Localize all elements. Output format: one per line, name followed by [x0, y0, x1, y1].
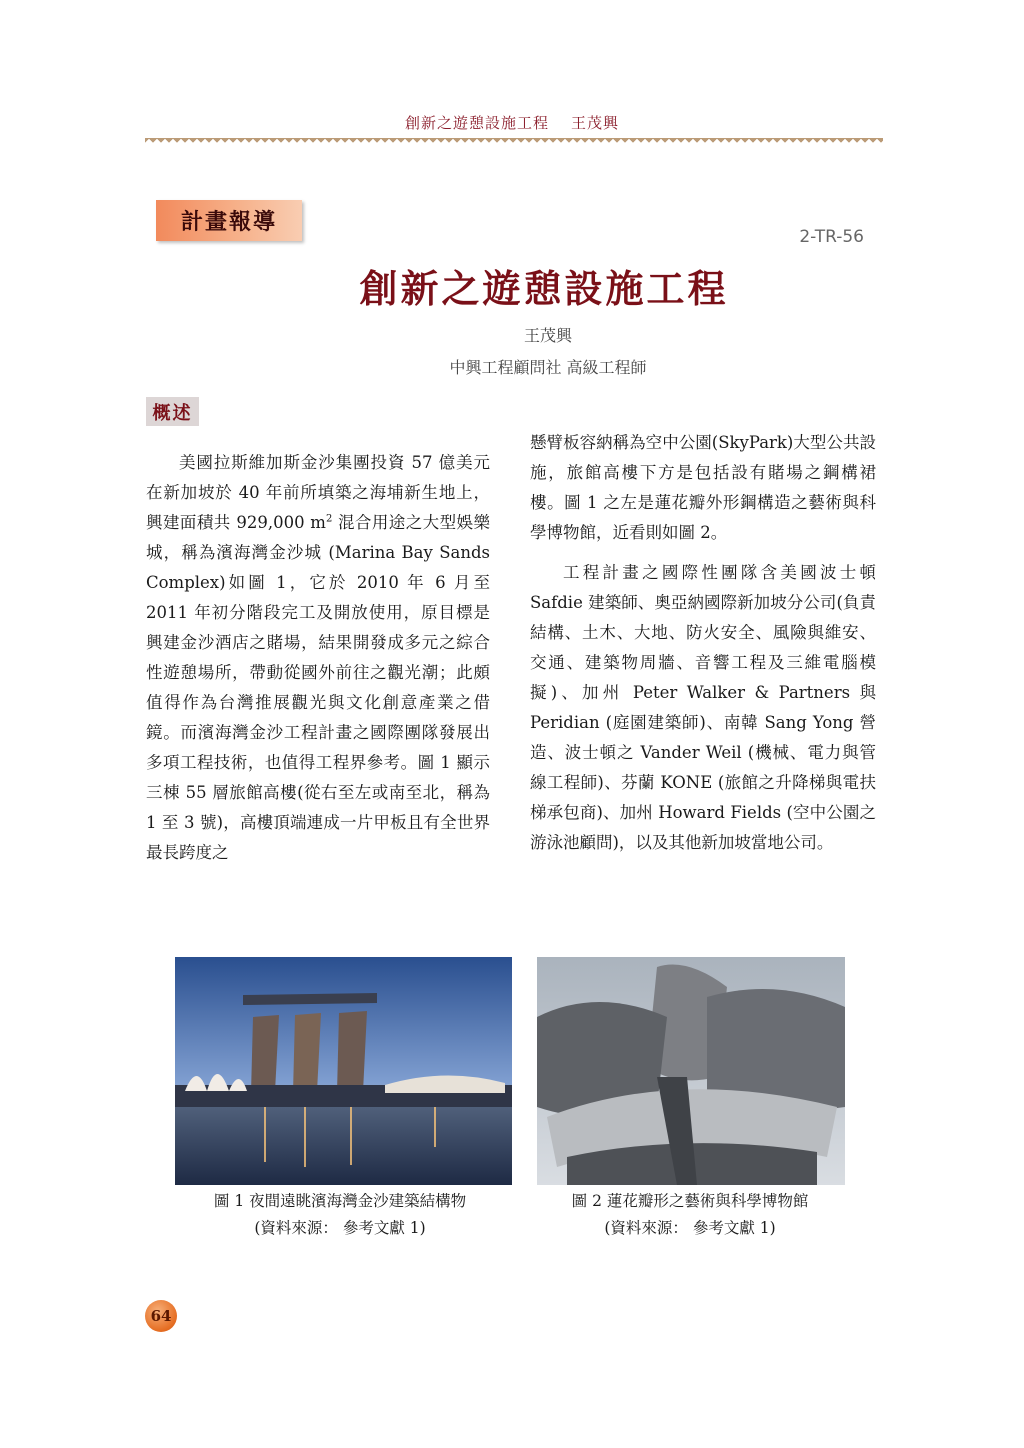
running-author: 王茂興 [571, 114, 620, 132]
caption-title: 圖 1 夜間遠眺濱海灣金沙建築結構物 [213, 1192, 467, 1210]
running-header [0, 112, 1024, 133]
caption-source: (資料來源： 參考文獻 1) [604, 1219, 776, 1237]
running-title: 創新之遊憩設施工程 [404, 114, 549, 132]
body-column-right [530, 428, 876, 858]
document-code: 2-TR-56 [799, 227, 864, 247]
figure-2-caption [530, 1188, 850, 1242]
figure-2-photo [537, 957, 845, 1185]
body-column-left [146, 448, 490, 868]
section-tag: 計畫報導 [156, 200, 302, 241]
figure-1-caption [175, 1188, 505, 1242]
caption-title: 圖 2 蓮花瓣形之藝術與科學博物館 [571, 1192, 809, 1210]
paragraph: 工程計畫之國際性團隊含美國波士頓 Safdie 建築師、奧亞納國際新加坡分公司(負責結構、土木、大地、防火安全、風險與維安、交通、建築物周牆、音響工程及三維電腦模擬)、加州 Peter Walker & Partners 與 Peridian (庭園建築師)、南韓 Sang Yong 營造、波士頓之 Vander Weil (機械、電力與管線工程師)、芬蘭 KONE (旅館之升降梯與電扶梯承包商)、加州 Howard Fields (空中公園之游泳池顧問)，以及其他新加坡當地公司。 [530, 563, 876, 852]
author-name: 王茂興 [523, 326, 572, 345]
author-affiliation: 中興工程顧問社 高級工程師 [449, 358, 647, 377]
page-number-badge: 64 [145, 1300, 177, 1332]
article-title: 創新之遊憩設施工程 [359, 267, 729, 311]
figure-1-photo [175, 957, 512, 1185]
paragraph: 懸臂板容納稱為空中公園(SkyPark)大型公共設施，旅館高樓下方是包括設有賭場之鋼構裙樓。圖 1 之左是蓮花瓣外形鋼構造之藝術與科學博物館，近看則如圖 2。 [530, 433, 876, 542]
caption-source: (資料來源： 參考文獻 1) [254, 1219, 426, 1237]
section-heading: 概述 [146, 397, 199, 426]
decorative-divider [145, 138, 883, 148]
paragraph: 美國拉斯維加斯金沙集團投資 57 億美元在新加坡於 40 年前所填築之海埔新生地上，興建面積共 929,000 $m^2$ 混合用途之大型娛樂城，稱為濱海灣金沙城 (Marina Bay Sands Complex)如圖 1，它於 2010 年 6 月至 2011 年初分階段完工及開放使用，原目標是興建金沙酒店之賭場，結果開發成多元之綜合性遊憩場所，帶動從國外前往之觀光潮；此頗值得作為台灣推展觀光與文化創意產業之借鏡。而濱海灣金沙工程計畫之國際團隊發展出多項工程技術，也值得工程界參考。圖 1 顯示三棟 55 層旅館高樓(從右至左或南至北，稱為 1 至 3 號)，高樓頂端連成一片甲板且有全世界最長跨度之 [146, 453, 490, 862]
